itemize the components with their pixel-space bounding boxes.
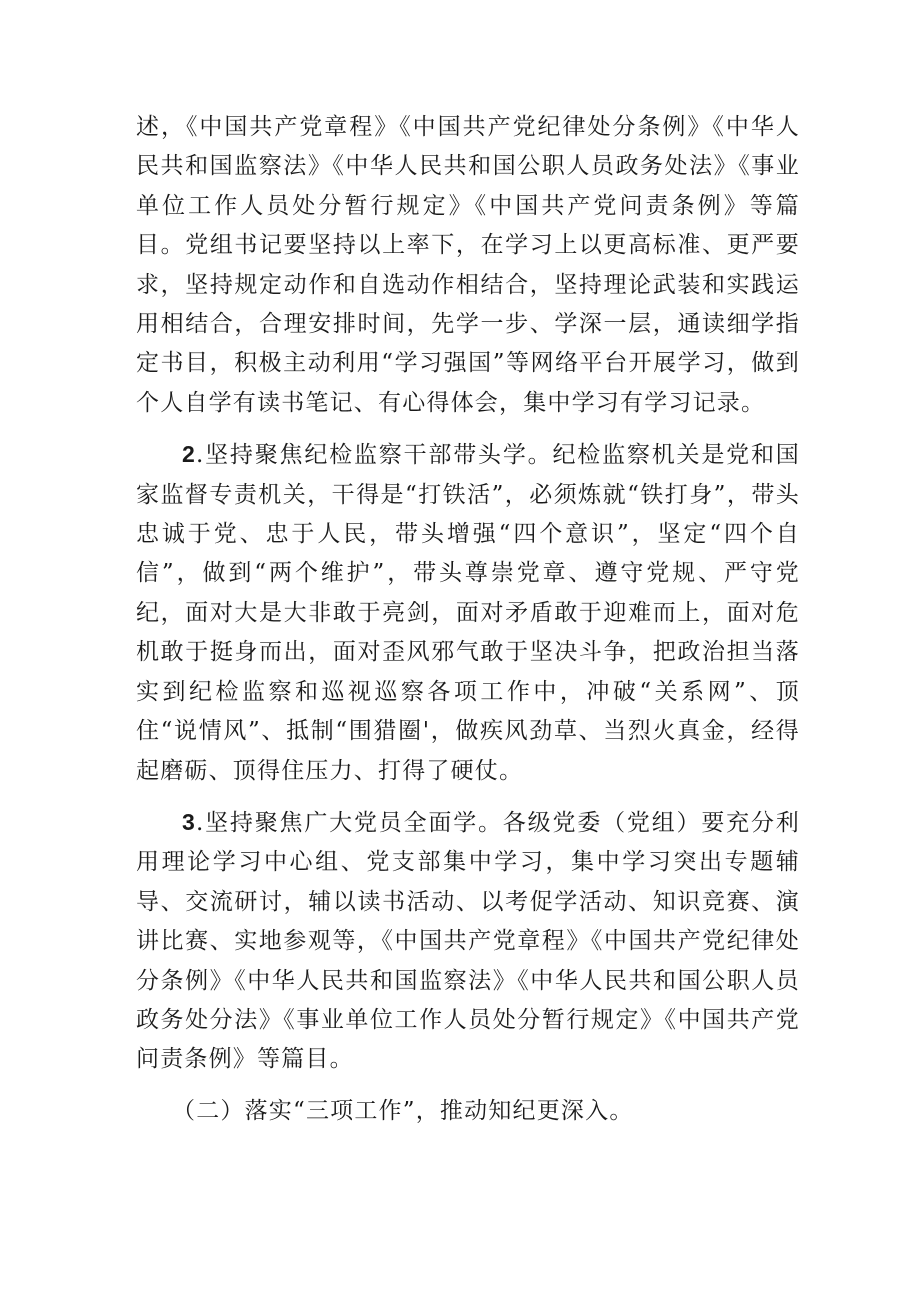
paragraph-continuation	[136, 108, 800, 423]
paragraph-text: .坚持聚焦广大党员全面学。各级党委（党组）要充分利用理论学习中心组、党支部集中学习，集中学习突出专题辅导、交流研讨，辅以读书活动、以考促学活动、知识竞赛、演讲比赛、实地参观等，《中国共产党章程》《中国共产党纪律处分条例》《中华人民共和国监察法》《中华人民共和国公职人员政务处分法》《事业单位工作人员处分暂行规定》《中国共产党问责条例》等篇目。	[136, 809, 800, 1073]
paragraph-item-3	[136, 803, 800, 1080]
item-number: 2	[182, 441, 196, 468]
paragraph-text: 述，《中国共产党章程》《中国共产党纪律处分条例》《中华人民共和国监察法》《中华人民共和国公职人员政务处法》《事业单位工作人员处分暂行规定》《中国共产党问责条例》等篇目。党组书记要坚持以上率下，在学习上以更高标准、更严要求，坚持规定动作和自选动作相结合，坚持理论武装和实践运用相结合，合理安排时间，先学一步、学深一层，通读细学指定书目，积极主动利用“学习强国”等网络平台开展学习，做到个人自学有读书笔记、有心得体会，集中学习有学习记录。	[136, 114, 800, 416]
paragraph-item-2	[136, 435, 800, 791]
paragraph-text: .坚持聚焦纪检监察干部带头学。纪检监察机关是党和国家监督专责机关，干得是“打铁活”，必须炼就“铁打身”，带头忠诚于党、忠于人民，带头增强“四个意识”，坚定“四个自信”，做到“两个维护”，带头尊崇党章、遵守党规、严守党纪，面对大是大非敢于亮剑，面对矛盾敢于迎难而上，面对危机敢于挺身而出，面对歪风邪气敢于坚决斗争，把政治担当落实到纪检监察和巡视巡察各项工作中，冲破“关系网”、顶住“说情风”、抵制“围猎圈'，做疾风劲草、当烈火真金，经得起磨砺、顶得住压力、打得了硬仗。	[136, 442, 800, 784]
item-number: 3	[182, 808, 196, 835]
document-body	[136, 108, 800, 1131]
section-heading	[136, 1092, 800, 1131]
heading-text: （二）落实“三项工作”，推动知纪更深入。	[172, 1097, 634, 1124]
